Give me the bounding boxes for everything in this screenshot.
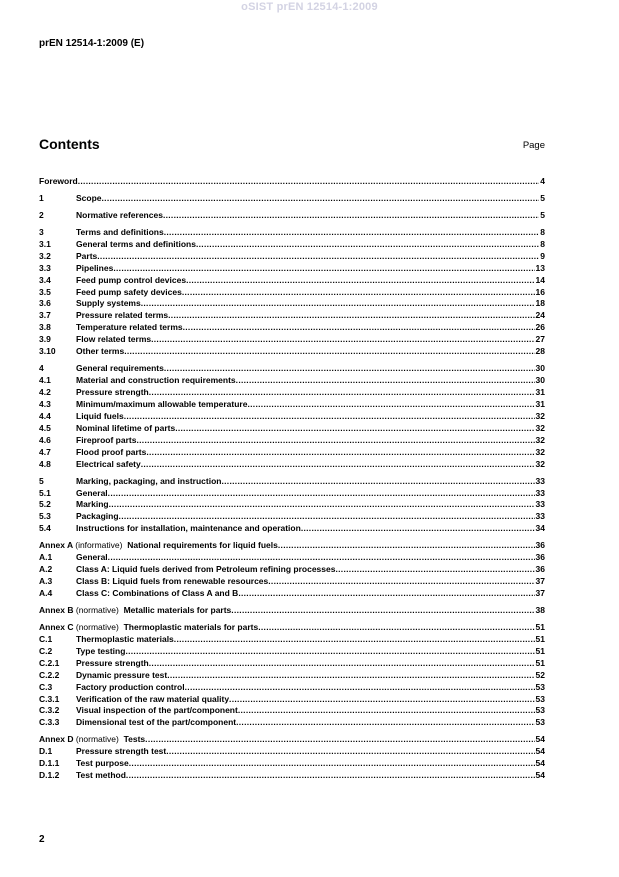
toc-entry-page: 27 [535,334,545,345]
dot-leader [182,287,535,299]
dot-leader [221,476,534,488]
toc-entry[interactable] [39,387,545,399]
toc-entry[interactable] [39,210,545,222]
toc-entry-title-text: Thermoplastic materials [76,633,174,644]
annex-type-note: (normative) [75,604,119,615]
toc-entry-page: 33 [535,475,545,486]
toc-entry-title-text: Type testing [76,645,126,656]
toc-entry-number: A.3 [39,576,53,587]
toc-entry[interactable] [39,646,545,658]
contents-heading: Contents [39,136,100,152]
toc-entry-title [76,670,167,682]
toc-entry-page: 51 [535,645,545,656]
toc-entry-number: 3.5 [39,286,51,297]
toc-entry-title [76,334,151,346]
toc-entry-page: 54 [535,758,545,769]
toc-entry-page: 53 [535,705,545,716]
dot-leader [164,363,535,375]
toc-entry-number: 3.8 [39,322,51,333]
toc-entry[interactable] [39,658,545,670]
toc-entry-title [76,210,163,222]
toc-entry-number: 3.3 [39,262,51,273]
dot-leader [258,622,534,634]
toc-entry[interactable] [39,251,545,263]
toc-entry-page: 33 [535,499,545,510]
dot-leader [146,447,534,459]
dot-leader [149,658,535,670]
toc-entry-title-text: General requirements [76,363,164,374]
toc-entry[interactable] [39,399,545,411]
page-column-label: Page [522,140,545,151]
toc-entry-title-text: Annex D [39,734,74,745]
toc-entry-number: 4.1 [39,375,51,386]
dot-leader [113,263,534,275]
toc-entry-number: 3.6 [39,298,51,309]
toc-entry-title [76,251,97,263]
dot-leader [141,298,535,310]
dot-leader [183,322,535,334]
toc-entry-number: 4.7 [39,446,51,457]
toc-entry[interactable] [39,564,545,576]
toc-entry-title [76,746,166,758]
toc-entry-title [39,540,278,552]
toc-entry-number: 3.10 [39,346,56,357]
toc-entry-page: 53 [535,681,545,692]
toc-entry-number: 4 [39,363,44,374]
toc-entry[interactable] [39,499,545,511]
document-id: prEN 12514-1:2009 (E) [39,38,145,49]
toc-entry-title-text: Pressure strength [76,657,149,668]
toc-entry-number: 4.8 [39,458,51,469]
dot-leader [109,499,535,511]
dot-leader [126,770,535,782]
toc-entry-number: C.2.2 [39,669,60,680]
annex-type-note: (informative) [75,540,123,551]
toc-entry-number: D.1.2 [39,770,60,781]
toc-entry[interactable] [39,746,545,758]
toc-entry-title [76,523,301,535]
toc-entry-title [76,634,174,646]
toc-entry-number: 5.3 [39,511,51,522]
toc-entry-number: D.1 [39,746,53,757]
toc-entry-page: 33 [535,511,545,522]
toc-entry-number: D.1.1 [39,758,60,769]
dot-leader [145,734,534,746]
toc-entry[interactable] [39,176,545,188]
dot-leader [108,552,535,564]
dot-leader [97,251,539,263]
toc-entry-number: 3.1 [39,238,51,249]
toc-entry-title [39,622,258,634]
toc-entry-title-text: Annex A [39,540,73,551]
dot-leader [78,176,540,188]
watermark: oSIST prEN 12514-1:2009 [241,1,378,13]
toc-entry[interactable] [39,275,545,287]
toc-entry-page: 51 [535,621,545,632]
toc-entry-title [76,770,126,782]
toc-entry[interactable] [39,287,545,299]
toc-entry[interactable] [39,734,545,746]
toc-entry-page: 18 [535,298,545,309]
toc-entry-title-text: General [76,487,108,498]
toc-entry-page: 26 [535,322,545,333]
toc-entry-title [76,646,125,658]
toc-entry[interactable] [39,670,545,682]
toc-entry-title [76,694,229,706]
toc-entry-title [76,263,113,275]
dot-leader [229,694,534,706]
toc-entry-title [39,734,145,746]
toc-entry-page: 5 [540,209,545,220]
toc-entry-title [76,459,141,471]
toc-entry[interactable] [39,310,545,322]
toc-entry-title [76,298,141,310]
dot-leader [124,346,534,358]
toc-entry-page: 54 [535,770,545,781]
toc-entry-number: 3.2 [39,250,51,261]
dot-leader [236,375,535,387]
toc-entry-page: 8 [540,238,545,249]
toc-entry-title [76,717,236,729]
toc-entry-page: 54 [535,734,545,745]
dot-leader [102,193,540,205]
annex-title: Tests [123,734,146,745]
annex-title: Thermoplastic materials for parts [123,621,259,632]
toc-entry[interactable] [39,576,545,588]
toc-entry-title [76,682,185,694]
toc-entry-title-text: Dynamic pressure test [76,669,168,680]
toc-entry-title-text: General [76,552,108,563]
toc-entry-title-text: Fireproof parts [76,434,137,445]
toc-entry[interactable] [39,717,545,729]
toc-entry-title-text: Pipelines [76,262,114,273]
toc-entry[interactable] [39,682,545,694]
toc-entry-title [76,363,164,375]
toc-entry-title-text: Dimensional test of the part/component [76,717,237,728]
toc-entry-page: 51 [535,633,545,644]
dot-leader [278,540,535,552]
dot-leader [236,717,534,729]
toc-entry-title-text: Factory production control [76,681,185,692]
toc-entry-page: 32 [535,446,545,457]
toc-entry-page: 36 [535,540,545,551]
dot-leader [151,334,534,346]
toc-entry-title-text: Nominal lifetime of parts [76,422,176,433]
dot-leader [196,239,539,251]
toc-entry-number: 3.7 [39,310,51,321]
toc-entry[interactable] [39,588,545,600]
toc-entry[interactable] [39,322,545,334]
toc-entry[interactable] [39,423,545,435]
toc-entry-title-text: Verification of the raw material quality [76,693,230,704]
toc-entry-title [76,322,183,334]
toc-entry-number: C.3.1 [39,693,60,704]
dot-leader [238,705,535,717]
toc-entry-title [76,564,335,576]
toc-entry-page: 30 [535,375,545,386]
toc-entry-title-text: Flow related terms [76,334,152,345]
toc-entry-title-text: Packaging [76,511,119,522]
toc-entry-number: C.3 [39,681,53,692]
toc-entry-page: 51 [535,657,545,668]
dot-leader [301,523,535,535]
toc-entry-number: A.2 [39,564,53,575]
toc-entry-page: 30 [535,363,545,374]
toc-entry-title [76,658,149,670]
toc-entry-page: 14 [535,274,545,285]
toc-entry[interactable] [39,239,545,251]
dot-leader [268,576,534,588]
toc-entry-title-text: Test purpose [76,758,129,769]
toc-entry-title [76,375,236,387]
annex-title: National requirements for liquid fuels [127,540,278,551]
toc-entry-page: 8 [540,226,545,237]
toc-entry[interactable] [39,694,545,706]
toc-entry-title-text: Material and construction requirements [76,375,236,386]
toc-entry-title-text: Annex C [39,621,74,632]
toc-entry-number: 2 [39,209,44,220]
dot-leader [231,605,534,617]
toc-entry[interactable] [39,540,545,552]
toc-entry-page: 32 [535,458,545,469]
toc-entry-number: C.1 [39,633,53,644]
annex-title: Metallic materials for parts [123,604,232,615]
dot-leader [185,682,535,694]
dot-leader [164,227,540,239]
dot-leader [175,423,534,435]
toc-entry-page: 16 [535,286,545,297]
toc-entry-number: 5 [39,475,44,486]
toc-entry[interactable] [39,552,545,564]
toc-entry-title [76,193,102,205]
toc-entry-title-text: Temperature related terms [76,322,183,333]
toc-entry-title-text: Pressure related terms [76,310,169,321]
toc-entry-title-text: Instructions for installation, maintenance and operation [76,523,301,534]
toc-entry-title-text: Other terms [76,346,125,357]
toc-entry[interactable] [39,459,545,471]
dot-leader [168,310,534,322]
toc-entry-page: 32 [535,410,545,421]
toc-entry-number: 5.1 [39,487,51,498]
toc-entry-title-text: Pressure strength test [76,746,167,757]
dot-leader [124,411,535,423]
toc-entry-number: 5.2 [39,499,51,510]
toc-entry-title [76,705,238,717]
toc-entry-title [76,588,238,600]
dot-leader [141,459,535,471]
toc-entry[interactable] [39,705,545,717]
toc-entry[interactable] [39,334,545,346]
dot-leader [136,435,534,447]
dot-leader [149,387,535,399]
toc-entry-number: 5.4 [39,523,51,534]
toc-entry-page: 52 [535,669,545,680]
toc-entry-page: 53 [535,717,545,728]
toc-entry-title-text: Marking [76,499,109,510]
toc-entry-title-text: Terms and definitions [76,226,164,237]
toc-entry[interactable] [39,263,545,275]
toc-entry[interactable] [39,634,545,646]
dot-leader [167,670,534,682]
toc-entry-title [39,176,78,188]
toc-entry-title-text: Scope [76,192,102,203]
toc-entry-page: 24 [535,310,545,321]
toc-entry-title [76,476,221,488]
toc-entry-number: 3.4 [39,274,51,285]
toc-entry-title-text: Feed pump safety devices [76,286,182,297]
toc-entry-title [76,227,164,239]
toc-entry[interactable] [39,227,545,239]
page-number: 2 [39,834,45,845]
toc-entry-number: C.2.1 [39,657,60,668]
toc-entry-title-text: Marking, packaging, and instruction [76,475,222,486]
toc-entry-number: 4.5 [39,422,51,433]
toc-entry[interactable] [39,435,545,447]
toc-entry-number: A.4 [39,588,53,598]
toc-entry-number: A.1 [39,552,53,563]
toc-entry-page: 28 [535,346,545,357]
toc-entry[interactable] [39,411,545,423]
toc-entry-title-text: Flood proof parts [76,446,147,457]
dot-leader [247,399,534,411]
toc-entry[interactable] [39,193,545,205]
toc-entry-title [76,346,124,358]
dot-leader [166,746,534,758]
toc-entry-title-text: Visual inspection of the part/component [76,705,238,716]
toc-entry[interactable] [39,375,545,387]
dot-leader [108,488,535,500]
toc-entry-title [76,275,186,287]
toc-entry-page: 13 [535,262,545,273]
dot-leader [129,758,535,770]
toc-entry-title [76,399,247,411]
toc-entry[interactable] [39,758,545,770]
dot-leader [119,511,535,523]
toc-entry-number: C.3.3 [39,717,60,728]
toc-entry-title [39,605,231,617]
toc-entry[interactable] [39,298,545,310]
table-of-contents [39,176,545,782]
toc-entry-number: 4.6 [39,434,51,445]
dot-leader [186,275,534,287]
toc-entry-title-text: Supply systems [76,298,141,309]
toc-entry-title-text: Test method [76,770,126,781]
toc-entry-title [76,310,168,322]
toc-entry-page: 34 [535,523,545,534]
toc-entry-page: 54 [535,746,545,757]
toc-entry-title-text: General terms and definitions [76,238,196,249]
toc-entry-page: 53 [535,693,545,704]
toc-entry-page: 31 [535,387,545,397]
toc-entry-title [76,552,108,564]
toc-entry-title-text: Parts [76,250,98,261]
toc-entry-title [76,423,175,435]
toc-entry-title-text: Foreword [39,176,78,186]
toc-entry-number: 1 [39,192,44,203]
toc-entry-page: 4 [540,176,545,186]
toc-entry-number: 4.2 [39,387,51,397]
toc-entry[interactable] [39,605,545,617]
toc-entry-number: 4.3 [39,398,51,409]
toc-entry[interactable] [39,346,545,358]
toc-entry-title [76,239,196,251]
toc-entry-title-text: Class B: Liquid fuels from renewable resources [76,576,269,587]
toc-entry-number: C.2 [39,645,53,656]
dot-leader [174,634,535,646]
annex-type-note: (normative) [75,621,119,632]
toc-entry-title [76,411,124,423]
toc-entry-title [76,287,182,299]
toc-entry[interactable] [39,476,545,488]
toc-entry[interactable] [39,770,545,782]
toc-entry[interactable] [39,511,545,523]
toc-entry-page: 37 [535,576,545,587]
toc-entry-title-text: Electrical safety [76,458,141,469]
toc-entry-title [76,499,109,511]
toc-entry-title [76,488,108,500]
toc-entry-page: 5 [540,192,545,203]
toc-entry-title [76,387,149,399]
dot-leader [238,588,534,600]
dot-leader [335,564,534,576]
toc-entry-title [76,447,146,459]
toc-entry-number: 3.9 [39,334,51,345]
toc-entry-title-text: Class C: Combinations of Class A and B [76,588,239,598]
toc-entry[interactable] [39,447,545,459]
toc-entry-number: 3 [39,226,44,237]
toc-entry-title [76,511,119,523]
toc-entry-page: 32 [535,422,545,433]
toc-entry-page: 33 [535,487,545,498]
toc-entry-page: 37 [535,588,545,598]
toc-entry[interactable] [39,622,545,634]
annex-type-note: (normative) [75,734,119,745]
dot-leader [163,210,539,222]
toc-entry-page: 9 [540,250,545,261]
toc-entry-title-text: Minimum/maximum allowable temperature [76,398,248,409]
toc-entry[interactable] [39,488,545,500]
toc-entry-number: C.3.2 [39,705,60,716]
toc-entry[interactable] [39,523,545,535]
toc-entry-page: 38 [535,604,545,615]
toc-entry-title-text: Normative references [76,209,163,220]
toc-entry-page: 32 [535,434,545,445]
toc-entry-title-text: Pressure strength [76,387,149,397]
toc-entry-title [76,758,129,770]
toc-entry-title-text: Feed pump control devices [76,274,187,285]
toc-entry-page: 36 [535,564,545,575]
toc-entry-page: 31 [535,398,545,409]
toc-entry-title [76,576,268,588]
toc-entry-title-text: Class A: Liquid fuels derived from Petroleum refining processes [76,564,336,575]
toc-entry-title-text: Annex B [39,604,74,615]
toc-entry-title-text: Liquid fuels [76,410,124,421]
dot-leader [125,646,534,658]
toc-entry[interactable] [39,363,545,375]
toc-entry-page: 36 [535,552,545,563]
toc-entry-number: 4.4 [39,410,51,421]
toc-entry-title [76,435,136,447]
